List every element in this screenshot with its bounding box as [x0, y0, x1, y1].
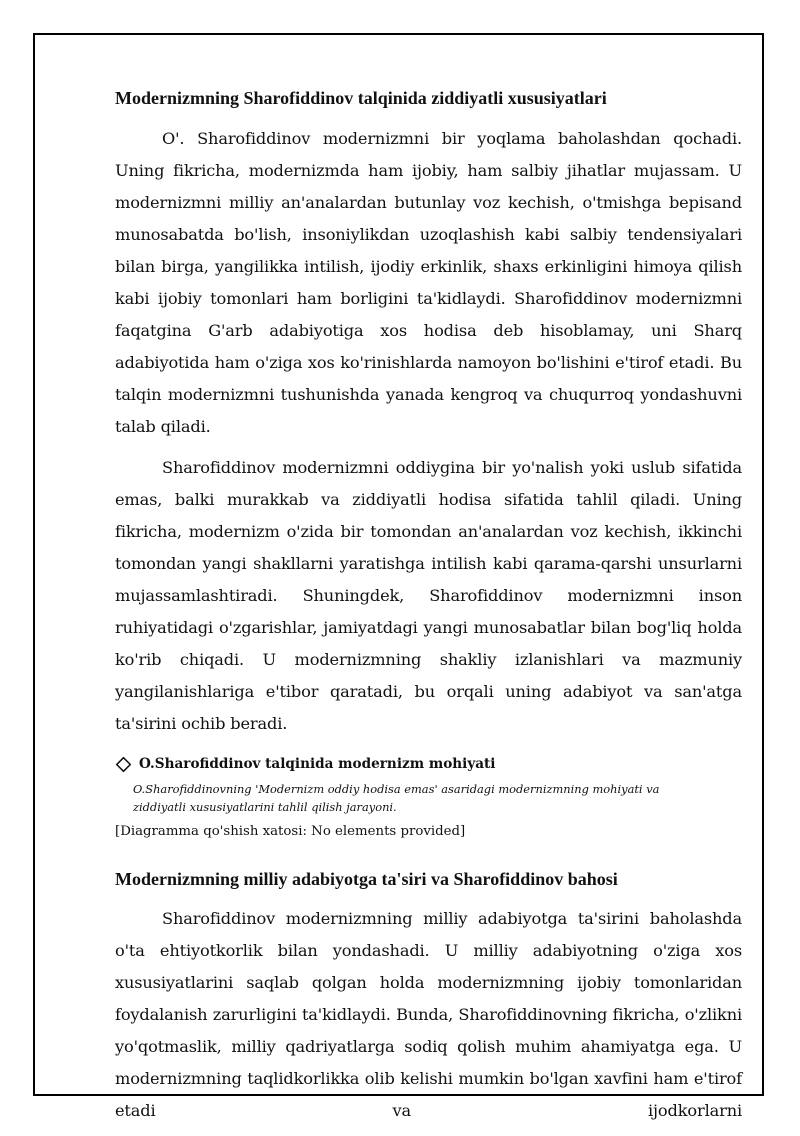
document-body: [115, 86, 742, 1136]
diagram-caption: O.Sharofiddinovning 'Modernizm oddiy hodisa emas' asaridagi modernizmning mohiyati va ziddiyatli xususiyatlarini tahlil qilish jarayoni.: [133, 782, 660, 814]
diagram-title-text: O.Sharofiddinov talqinida modernizm mohiyati: [139, 756, 496, 772]
paragraph: O'. Sharofiddinov modernizmni bir yoqlama baholashdan qochadi. Uning fikricha, modernizmda ham ijobiy, ham salbiy jihatlar mujassam. U modernizmni milliy an'analardan butunlay voz kechish, o'tmishga bepisand munosabatda bo'lish, insoniylikdan uzoqlashish kabi salbiy tendensiyalari bilan birga, yangilikka intilish, ijodiy erkinlik, shaxs erkinligini himoya qilish kabi ijobiy tomonlari ham borligini ta'kidlaydi. Sharofiddinov modernizmni faqatgina G'arb adabiyotiga xos hodisa deb hisoblamay, uni Sharq adabiyotida ham o'ziga xos ko'rinishlarda namoyon bo'lishini e'tirof etadi. Bu talqin modernizmni tushunishda yanada kengroq va chuqurroq yondashuvni talab qiladi.: [115, 129, 742, 436]
diagram-title: [115, 754, 742, 774]
section-heading-contradictions: Modernizmning Sharofiddinov talqinida ziddiyatli xususiyatlari: [115, 88, 607, 108]
diamond-icon: [115, 756, 132, 773]
section-heading-national-literature: Modernizmning milliy adabiyotga ta'siri va Sharofiddinov bahosi: [115, 869, 618, 889]
paragraph: Sharofiddinov modernizmning milliy adabiyotga ta'sirini baholashda o'ta ehtiyotkorlik bilan yondashadi. U milliy adabiyotning o'ziga xos xususiyatlarini saqlab qolgan holda modernizmning ijobiy tomonlaridan foydalanish zarurligini ta'kidlaydi. Bunda, Sharofiddinovning fikricha, o'zlikni yo'qotmaslik, milliy qadriyatlarga sodiq qolish muhim ahamiyatga ega. U modernizmning taqlidkorlikka olib kelishi mumkin bo'lgan xavfini ham e'tirof etadi va ijodkorlarni: [115, 909, 742, 1120]
diagram-error-message: [Diagramma qo'shish xatosi: No elements provided]: [115, 824, 466, 839]
paragraph: Sharofiddinov modernizmni oddiygina bir yo'nalish yoki uslub sifatida emas, balki murakkab va ziddiyatli hodisa sifatida tahlil qiladi. Uning fikricha, modernizm o'zida bir tomondan an'analardan voz kechish, ikkinchi tomondan yangi shakllarni yaratishga intilish kabi qarama-qarshi unsurlarni mujassamlashtiradi. Shuningdek, Sharofiddinov modernizmni inson ruhiyatidagi o'zgarishlar, jamiyatdagi yangi munosabatlar bilan bog'liq holda ko'rib chiqadi. U modernizmning shakliy izlanishlari va mazmuniy yangilanishlariga e'tibor qaratadi, bu orqali uning adabiyot va san'atga ta'sirini ochib beradi.: [115, 458, 742, 733]
